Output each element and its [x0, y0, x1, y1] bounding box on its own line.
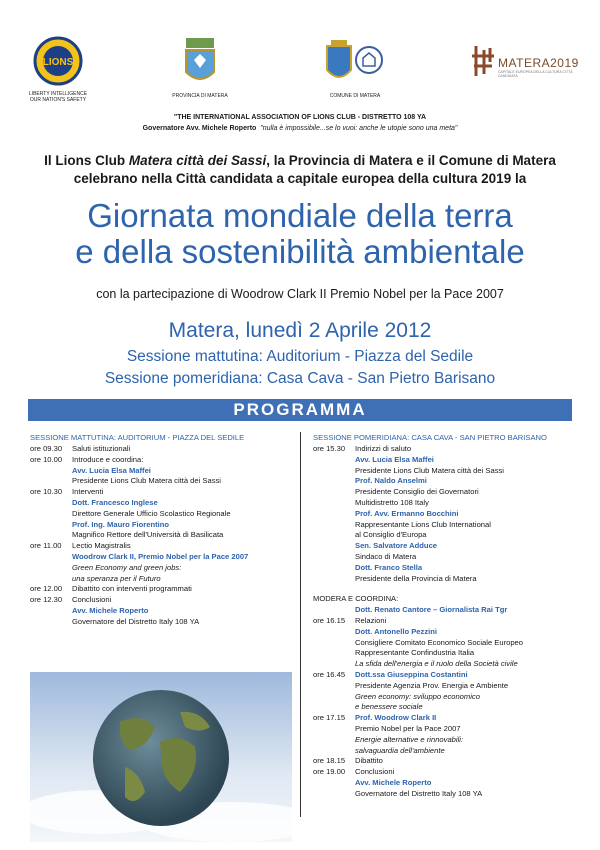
program-row: [313, 530, 583, 541]
morning-program: [30, 432, 292, 628]
afternoon-program-heading: SESSIONE POMERIDIANA: CASA CAVA - SAN PIETRO BARISANO: [313, 433, 547, 442]
program-row: [313, 702, 583, 713]
program-row: [30, 455, 292, 466]
program-text: Introduce e coordina:: [72, 454, 144, 464]
governor-name: Governatore Avv. Michele Roperto: [142, 125, 257, 132]
program-row: [30, 541, 292, 552]
intro-suffix: , la Provincia di Matera e il Comune di Matera: [266, 153, 556, 168]
event-title-line1: Giornata mondiale della terra: [87, 197, 513, 234]
program-row: [313, 778, 583, 789]
program-row: [30, 466, 292, 477]
afternoon-program: [313, 432, 583, 800]
program-row: [313, 455, 583, 466]
program-row: [30, 595, 292, 606]
programma-banner: PROGRAMMA: [28, 399, 572, 421]
association-line: "THE INTERNATIONAL ASSOCIATION OF LIONS CLUB - DISTRETTO 108 YA: [173, 114, 427, 121]
program-row: [30, 552, 292, 563]
program-time: ore 17.15: [313, 713, 346, 723]
program-text: Conclusioni: [355, 767, 395, 777]
moderates-heading: MODERA E COORDINA:: [313, 594, 399, 604]
program-time: ore 12.00: [30, 584, 63, 594]
speaker-name: Dott. Francesco Inglese: [72, 497, 158, 507]
session-afternoon: Sessione pomeridiana: Casa Cava - San Pietro Barisano: [104, 370, 496, 387]
program-time: ore 09.30: [30, 444, 63, 453]
program-row: [30, 606, 292, 617]
program-text: Dibattito: [355, 756, 383, 766]
program-row: [313, 756, 583, 767]
program-time: ore 12.30: [30, 595, 63, 605]
speaker-name: Prof. Avv. Ermanno Bocchini: [355, 508, 459, 518]
program-text: Presidente Consiglio dei Governatori: [355, 487, 479, 497]
program-row: [313, 520, 583, 531]
program-row: [30, 498, 292, 509]
program-row: [313, 789, 583, 800]
program-row: [313, 627, 583, 638]
provincia-logo: [170, 36, 230, 99]
event-date: Matera, lunedì 2 Aprile 2012: [168, 319, 432, 342]
matera2019-logo: [470, 44, 580, 78]
program-time: ore 10.30: [30, 487, 63, 497]
program-row: [313, 746, 583, 757]
comune-caption: COMUNE DI MATERA: [329, 93, 381, 99]
program-row: [313, 444, 583, 455]
program-row: [313, 692, 583, 703]
program-row: [30, 509, 292, 520]
program-text: Presidente Lions Club Matera città dei Sassi: [355, 465, 504, 475]
program-text: Direttore Generale Ufficio Scolastico Regionale: [72, 508, 231, 518]
earth-globe-icon: [30, 672, 292, 842]
program-text: Indirizzi di saluto: [355, 444, 412, 453]
matera2019-title: MATERA2019: [498, 56, 579, 70]
program-text: Rappresentante Lions Club International: [355, 519, 491, 529]
program-row: [313, 681, 583, 692]
program-row: [313, 605, 583, 616]
program-row: [313, 574, 583, 585]
program-time: ore 19.00: [313, 767, 346, 777]
program-time: ore 15.30: [313, 444, 346, 453]
program-row: [30, 530, 292, 541]
program-row: [313, 659, 583, 670]
program-row: [313, 616, 583, 627]
lions-logo: [24, 36, 92, 103]
earth-globe-image: [30, 672, 292, 842]
program-row: [313, 476, 583, 487]
program-row: [313, 724, 583, 735]
intro-prefix: Il Lions Club: [44, 153, 126, 168]
program-text: Relazioni: [355, 615, 387, 625]
program-row: [313, 713, 583, 724]
matera2019-subtitle: CAPITALE EUROPEA DELLA CULTURA CITTÀ CANDIDATA: [498, 70, 573, 78]
provincia-caption: PROVINCIA DI MATERA: [172, 93, 228, 99]
program-text: e benessere sociale: [355, 702, 423, 712]
speaker-name: Sen. Salvatore Adduce: [355, 541, 438, 551]
speaker-name: Dott. Renato Cantore – Giornalista Rai Tgr: [355, 605, 508, 615]
program-text: Interventi: [72, 487, 104, 497]
logo-bar: [0, 36, 600, 106]
program-row: [30, 520, 292, 531]
program-text: Governatore del Distretto Italy 108 YA: [355, 788, 483, 798]
morning-program-heading: SESSIONE MATTUTINA: AUDITORIUM - PIAZZA DEL SEDILE: [30, 433, 245, 442]
program-row: [30, 574, 292, 585]
governor-line: [0, 125, 600, 132]
program-time: ore 16.45: [313, 669, 346, 679]
program-text: Green Economy and green jobs:: [72, 562, 182, 572]
speaker-name: Woodrow Clark II, Premio Nobel per la Pace 2007: [72, 551, 249, 561]
program-row: [313, 648, 583, 659]
program-row: [30, 476, 292, 487]
program-text: Conclusioni: [72, 595, 112, 605]
program-text: Governatore del Distretto Italy 108 YA: [72, 616, 200, 626]
program-text: Sindaco di Matera: [355, 551, 417, 561]
governor-quote: "nulla è impossibile...se lo vuoi: anche le utopie sono una meta": [260, 125, 458, 132]
program-time: ore 10.00: [30, 454, 63, 464]
speaker-name: Prof. Woodrow Clark II: [355, 713, 437, 723]
speaker-name: Avv. Lucia Elsa Maffei: [72, 465, 151, 475]
program-text: Consigliere Comitato Economico Sociale Europeo: [355, 637, 523, 647]
program-row: [313, 498, 583, 509]
program-row: [313, 767, 583, 778]
program-row: [30, 487, 292, 498]
program-text: una speranza per il Futuro: [72, 573, 161, 583]
program-row: [313, 735, 583, 746]
event-title-line2: e della sostenibilità ambientale: [75, 233, 525, 270]
comune-crest-icon: [323, 36, 387, 88]
program-time: ore 18.15: [313, 756, 346, 766]
session-morning: Sessione mattutina: Auditorium - Piazza del Sedile: [126, 348, 474, 365]
event-title: [10, 198, 590, 270]
afternoon-program-list: [313, 444, 583, 584]
program-text: salvaguardia dell'ambiente: [355, 745, 445, 755]
speaker-name: Avv. Lucia Elsa Maffei: [355, 454, 434, 464]
speaker-name: Avv. Michele Roperto: [72, 605, 149, 615]
program-text: Presidente Agenzia Prov. Energia e Ambiente: [355, 680, 509, 690]
program-text: Energie alternative e rinnovabili:: [355, 734, 464, 744]
program-text: La sfida dell'energia e il ruolo della Società civile: [355, 659, 518, 669]
program-text: Green economy: sviluppo economico: [355, 691, 480, 701]
speaker-name: Dott.ssa Giuseppina Costantini: [355, 669, 468, 679]
program-row: [313, 563, 583, 574]
program-text: Magnifico Rettore dell'Università di Basilicata: [72, 530, 224, 540]
intro-line2: celebrano nella Città candidata a capitale europea della cultura 2019 la: [73, 171, 527, 186]
svg-text:LIONS: LIONS: [42, 57, 74, 68]
morning-program-list: [30, 444, 292, 628]
program-row: [313, 487, 583, 498]
program-row: [313, 552, 583, 563]
program-text: Premio Nobel per la Pace 2007: [355, 723, 461, 733]
intro-club-name: Matera città dei Sassi: [128, 153, 267, 168]
speaker-name: Dott. Franco Stella: [355, 562, 423, 572]
program-text: Rappresentante Confindustria Italia: [355, 648, 475, 658]
program-row: [30, 617, 292, 628]
program-text: Multidistretto 108 Italy: [355, 497, 429, 507]
afternoon-program-list-2: [313, 605, 583, 799]
column-divider: [300, 432, 301, 817]
matera2019-mark-icon: [470, 44, 496, 78]
program-row: [313, 541, 583, 552]
program-text: Saluti istituzionali: [72, 444, 131, 453]
program-text: Dibattito con interventi programmati: [72, 584, 192, 594]
provincia-crest-icon: [178, 36, 222, 88]
participation-line: con la partecipazione di Woodrow Clark II Premio Nobel per la Pace 2007: [96, 287, 504, 301]
speaker-name: Avv. Michele Roperto: [355, 777, 432, 787]
lions-emblem-icon: [33, 36, 83, 86]
program-row: [313, 638, 583, 649]
program-row: [313, 509, 583, 520]
intro-text: [20, 152, 580, 188]
program-row: [313, 466, 583, 477]
speaker-name: Prof. Ing. Mauro Fiorentino: [72, 519, 170, 529]
speaker-name: Dott. Antonello Pezzini: [355, 626, 437, 636]
program-row: [30, 584, 292, 595]
program-text: Lectio Magistralis: [72, 541, 131, 551]
program-time: ore 11.00: [30, 541, 62, 551]
program-time: ore 16.15: [313, 615, 346, 625]
program-text: Presidente Lions Club Matera città dei Sassi: [72, 476, 221, 486]
program-row: [30, 444, 292, 455]
program-row: [313, 670, 583, 681]
program-text: Presidente della Provincia di Matera: [355, 573, 477, 583]
comune-logo: [320, 36, 390, 99]
program-row: [30, 563, 292, 574]
program-text: al Consiglio d'Europa: [355, 530, 427, 540]
speaker-name: Prof. Naldo Anselmi: [355, 476, 427, 486]
lions-caption: LIBERTY INTELLIGENCE OUR NATION'S SAFETY: [28, 91, 88, 103]
